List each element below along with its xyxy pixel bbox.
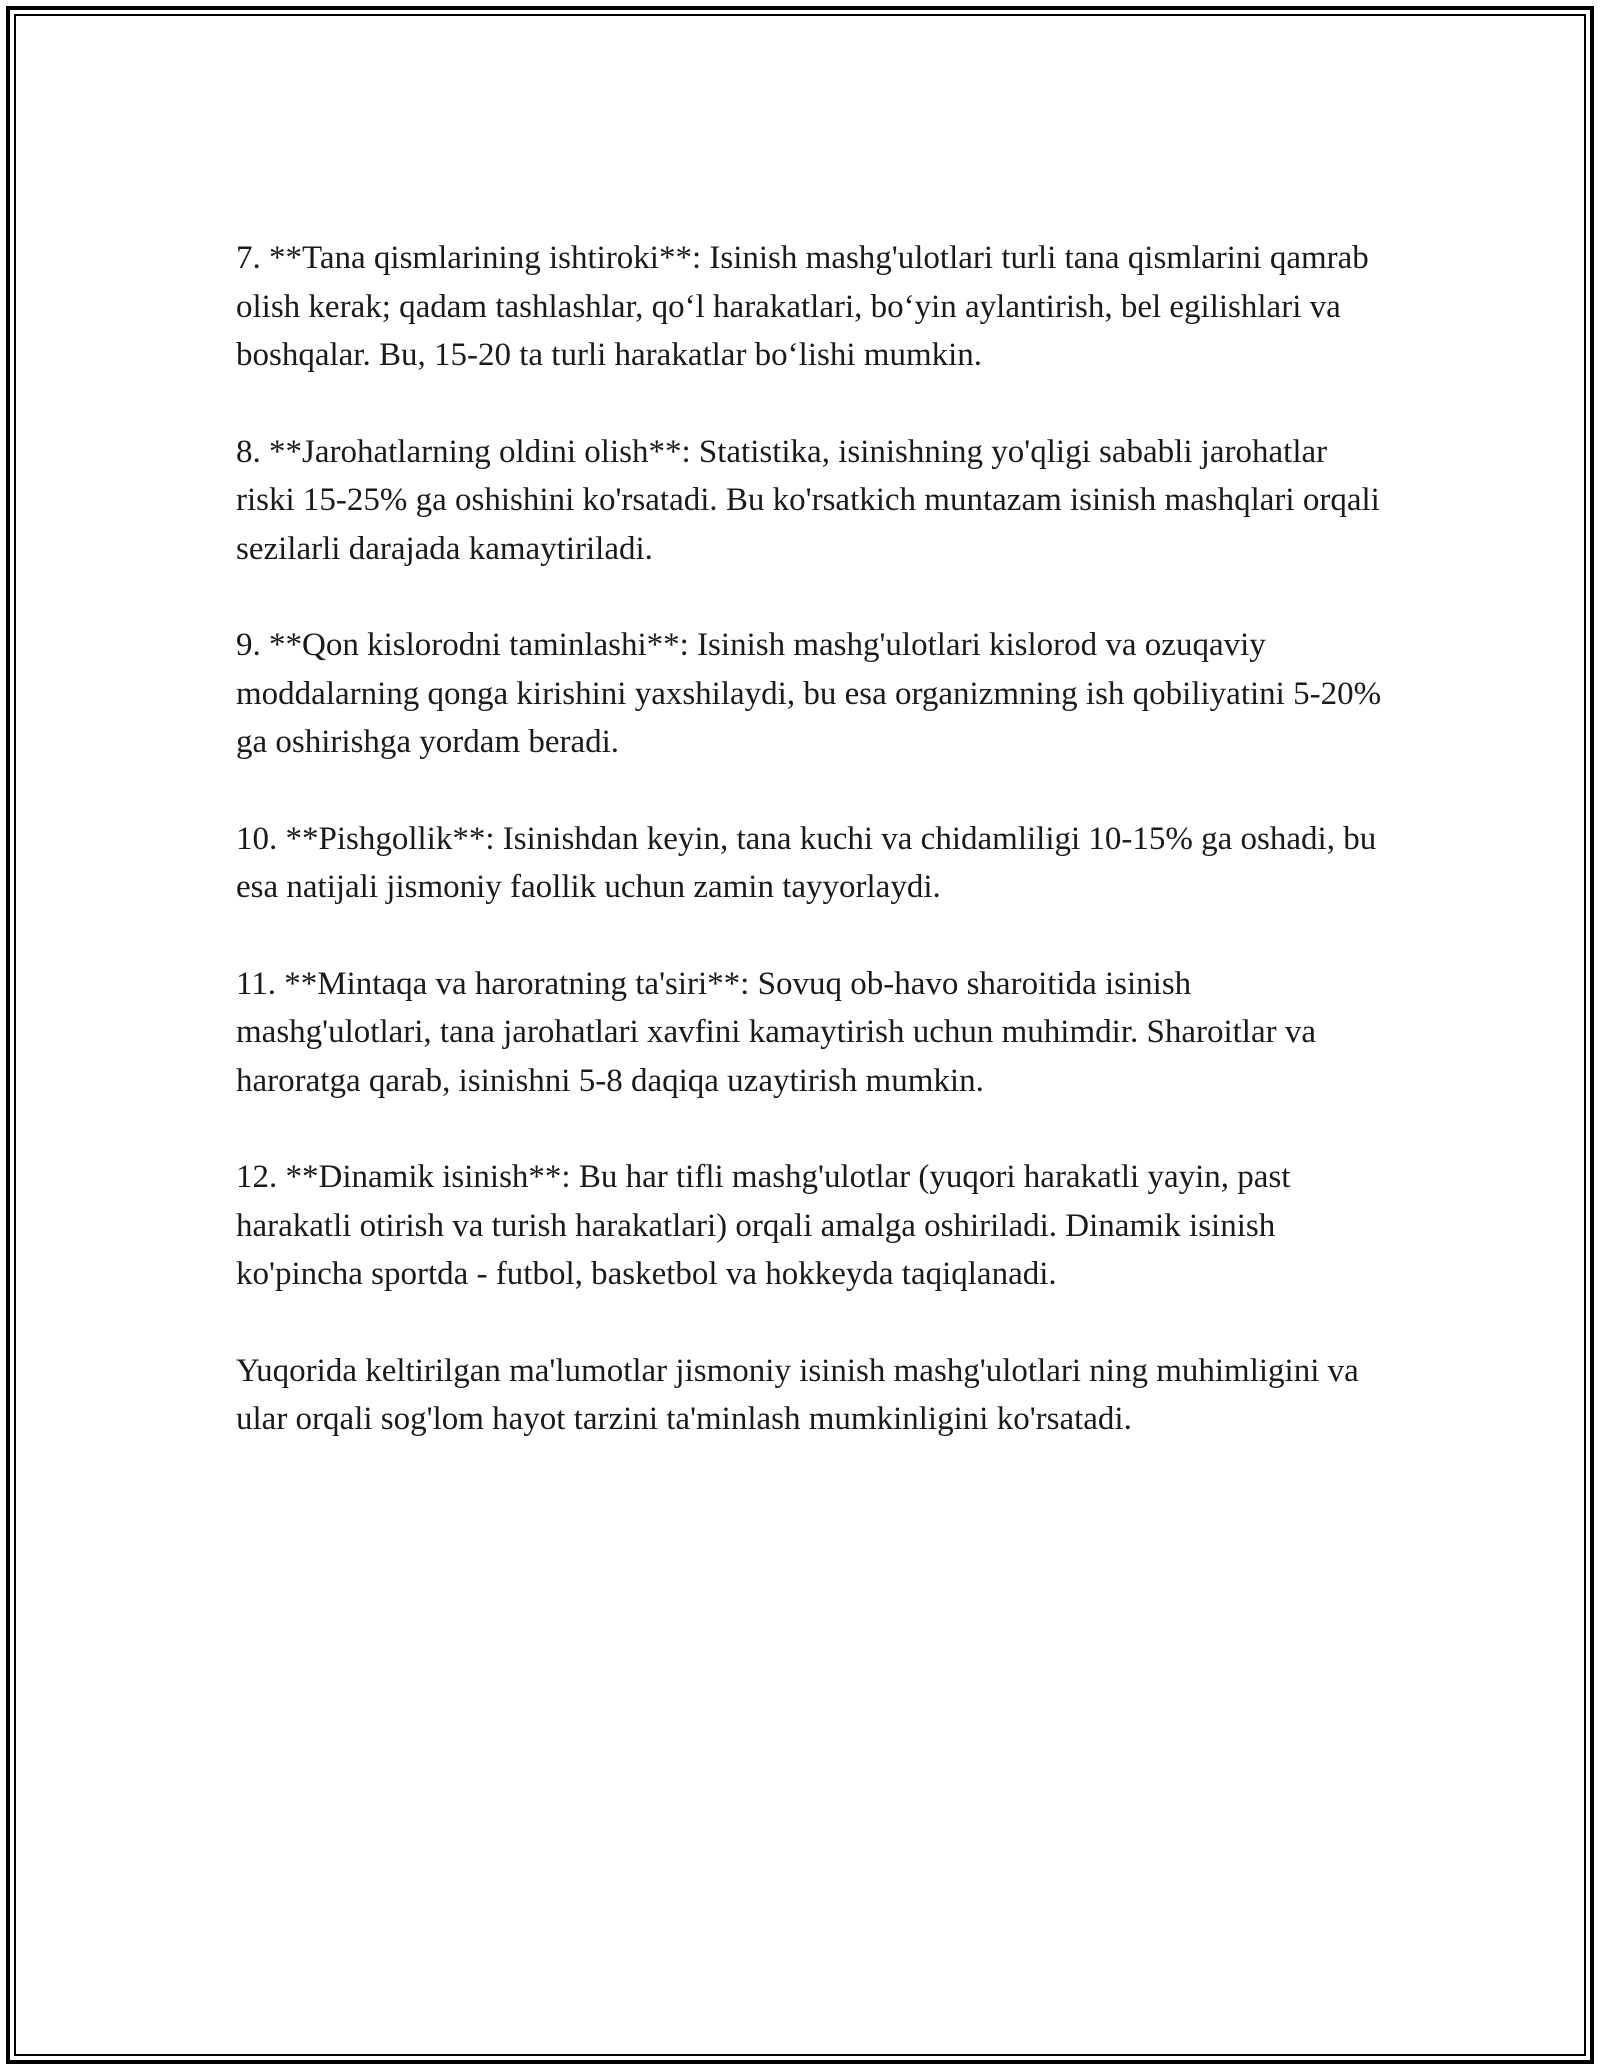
paragraph-item-12: 12. **Dinamik isinish**: Bu har tifli mashg'ulotlar (yuqori harakatli yayin, past harakatli otirish va turish harakatlari) orqali amalga oshiriladi. Dinamik isinish ko'pincha sportda - futbol, basketbol va hokkeyda taqiqlanadi.: [236, 1159, 1291, 1292]
paragraph-item-10: 10. **Pishgollik**: Isinishdan keyin, tana kuchi va chidamliligi 10-15% ga oshadi, bu esa natijali jismoniy faollik uchun zamin tayyorlaydi.: [236, 820, 1377, 905]
conclusion-paragraph: Yuqorida keltirilgan ma'lumotlar jismoniy isinish mashg'ulotlari ning muhimligini va ular orqali sog'lom hayot tarzini ta'minlash mumkinligini ko'rsatadi.: [236, 1352, 1359, 1437]
paragraph-item-11: 11. **Mintaqa va haroratning ta'siri**: Sovuq ob-havo sharoitida isinish mashg'ulotlari, tana jarohatlari xavfini kamaytirish uchun muhimdir. Sharoitlar va haroratga qarab, isinishni 5-8 daqiqa uzaytirish mumkin.: [236, 965, 1317, 1099]
paragraph-item-8: 8. **Jarohatlarning oldini olish**: Statistika, isinishning yo'qligi sababli jarohatlar riski 15-25% ga oshishini ko'rsatadi. Bu ko'rsatkich muntazam isinish mashqlari orqali sezilarli darajada kamaytiriladi.: [236, 433, 1380, 567]
document-body: [236, 234, 1386, 1444]
paragraph-item-7: 7. **Tana qismlarining ishtiroki**: Isinish mashg'ulotlari turli tana qismlarini qamrab olish kerak; qadam tashlashlar, qo‘l harakatlari, bo‘yin aylantirish, bel egilishlari va boshqalar. Bu, 15-20 ta turli harakatlar bo‘lishi mumkin.: [236, 240, 1369, 373]
paragraph-item-9: 9. **Qon kislorodni taminlashi**: Isinish mashg'ulotlari kislorod va ozuqaviy moddalarning qonga kirishini yaxshilaydi, bu esa organizmning ish qobiliyatini 5-20% ga oshirishga yordam beradi.: [236, 627, 1382, 760]
